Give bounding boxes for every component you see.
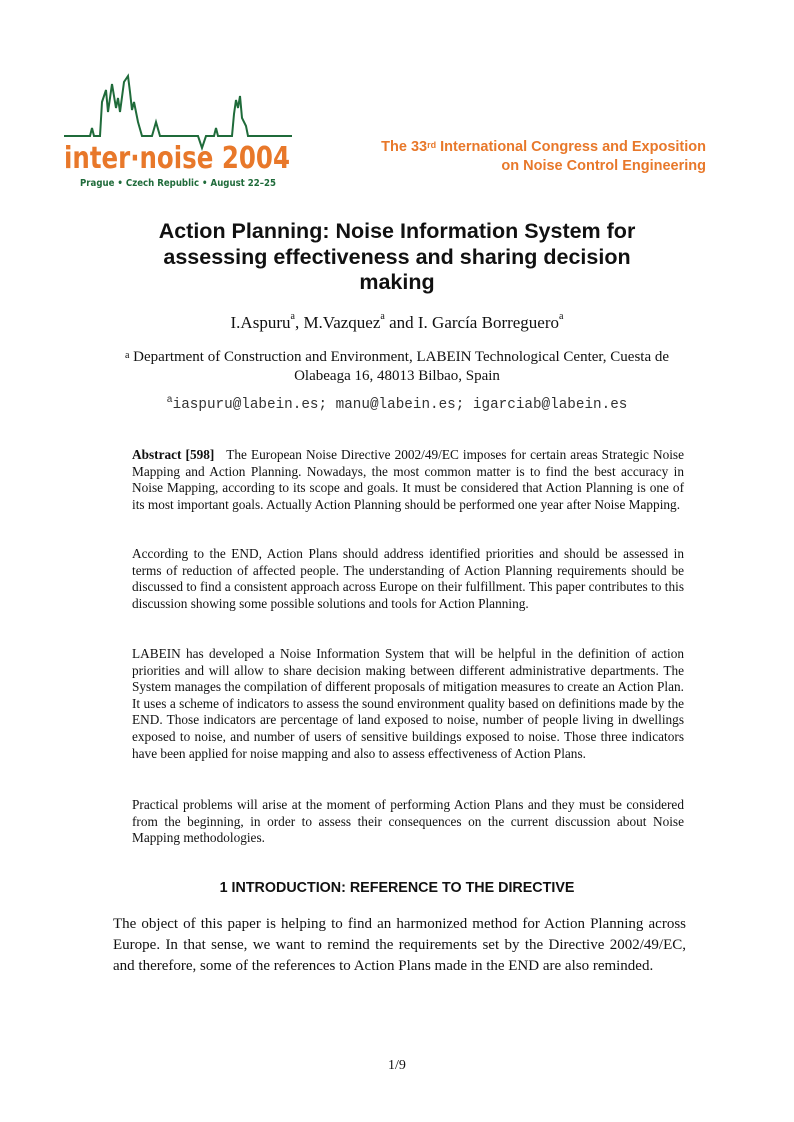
author-name: I.Aspuru xyxy=(230,313,291,332)
abstract-paragraph: According to the END, Action Plans should address identified priorities and should be assessed in terms of reduction of affected people. The understanding of Action Planning requirements should be discussed to find a consistent approach across Europe on their fulfillment. This paper contributes to this discussion showing some possible solutions and tools for Action Planning. xyxy=(132,546,684,611)
logo-subtitle: Prague • Czech Republic • August 22–25 xyxy=(80,178,276,189)
page-number: 1/9 xyxy=(388,1058,406,1073)
author-name: M.Vazquez xyxy=(303,313,381,332)
abstract-paragraph: Abstract [598] The European Noise Directive 2002/49/EC imposes for certain areas Strategic Noise Mapping and Action Planning. Nowadays, the most common matter is to find the best accuracy in Noise Mapping, according to its scope and goals. It must be considered that Action Planning is one of its most important goals. Actually Action Planning should be performed one year after Noise Mapping. xyxy=(132,447,685,512)
congress-line2: on Noise Control Engineering xyxy=(501,158,706,174)
author-name: I. García Borreguero xyxy=(417,313,560,332)
affiliation: $^a$ Department of Construction and Environment, LABEIN Technological Center, Cuesta de Olabeaga 16, 48013 Bilbao, Spain xyxy=(124,349,670,384)
logo-text: inter·noise 2004 xyxy=(64,141,290,176)
abstract-label: Abstract [598] xyxy=(132,447,215,462)
abstract-paragraph: Practical problems will arise at the moment of performing Action Plans and they must be considered from the beginning, in order to assess their consequences on the current discussion about Noise Mapping methodologies. xyxy=(132,797,684,846)
abstract-paragraph: LABEIN has developed a Noise Information System that will be helpful in the definition of action priorities and will allow to share decision making between different administrative departments. The System manages the compilation of different proposals of mitigation measures to create an Action Plan. It uses a scheme of indicators to assess the sound environment quality based on definitions made by the END. Those indicators are percentage of land exposed to noise, number of people living in dwellings exposed to noise, and number of users of sensitive buildings exposed to noise. Those three indicators have been applied for noise mapping and also to assess effectiveness of Action Plans. xyxy=(132,646,684,761)
prague-skyline-icon xyxy=(62,72,294,192)
congress-header xyxy=(381,138,706,176)
congress-line1: The 33rd International Congress and Exposition xyxy=(381,139,706,155)
section-heading: 1 INTRODUCTION: REFERENCE TO THE DIRECTIVE xyxy=(219,880,575,896)
author-list: I.Aspuru$^a$, M.Vazquez$^a$ and I. García Borreguero$^a$ xyxy=(230,311,564,332)
conference-logo xyxy=(62,72,294,192)
section-body: The object of this paper is helping to find an harmonized method for Action Planning across Europe. In that sense, we want to remind the requirements set by the Directive 2002/49/EC, and therefore, some of the references to Action Plans made in the END are also reminded. xyxy=(113,916,686,974)
paper-title: Action Planning: Noise Information System for assessing effectiveness and sharing decision making xyxy=(158,219,636,294)
author-emails: $^a$iaspuru@labein.es; manu@labein.es; igarciab@labein.es xyxy=(166,395,628,413)
